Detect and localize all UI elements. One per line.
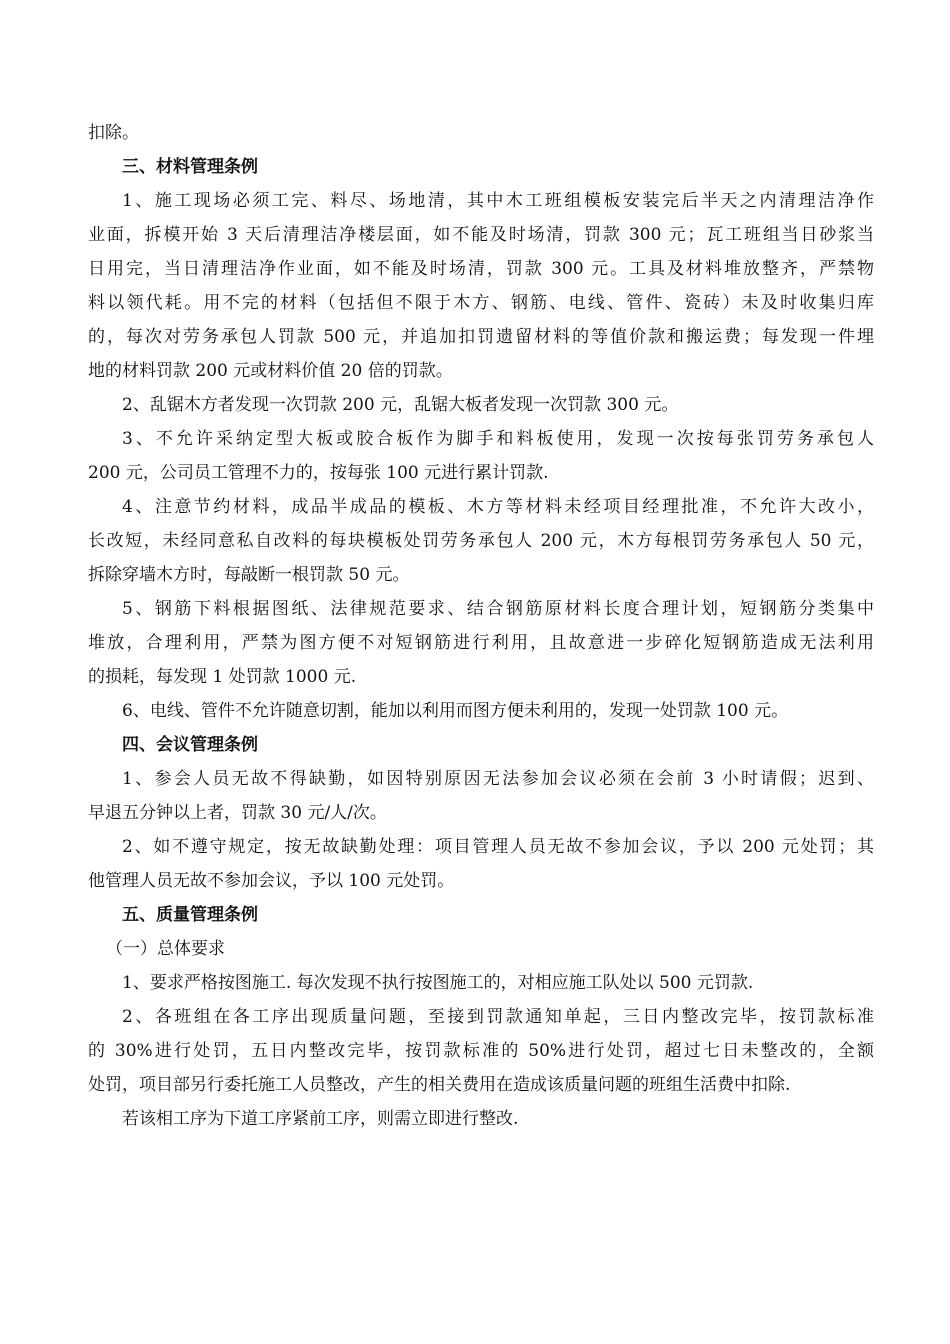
paragraph-line: 拆除穿墙木方时，每敲断一根罚款 50 元。 [88, 565, 410, 585]
paragraph-line: 4、注意节约材料，成品半成品的模板、木方等材料未经项目经理批准，不允许大改小， [122, 497, 874, 517]
paragraph-line: 的 30%进行处罚，五日内整改完毕，按罚款标准的 50%进行处罚，超过七日未整改的，全额 [88, 1041, 874, 1061]
section-heading-quality: 五、质量管理条例 [122, 905, 258, 925]
paragraph-line: 业面，拆模开始 3 天后清理洁净楼层面，如不能及时场清，罚款 300 元；瓦工班组当日砂浆当 [88, 225, 874, 245]
paragraph-line: 的，每次对劳务承包人罚款 500 元，并追加扣罚遗留材料的等值价款和搬运费；每发现一件埋 [88, 327, 874, 347]
paragraph-line: 2、乱锯木方者发现一次罚款 200 元，乱锯大板者发现一次罚款 300 元。 [122, 395, 679, 415]
paragraph-line: 扣除。 [88, 123, 139, 143]
paragraph-line: 处罚，项目部另行委托施工人员整改，产生的相关费用在造成该质量问题的班组生活费中扣除. [88, 1075, 791, 1095]
paragraph-line: 早退五分钟以上者，罚款 30 元/人/次。 [88, 803, 387, 823]
paragraph-line: 若该相工序为下道工序紧前工序，则需立即进行整改. [122, 1109, 519, 1129]
paragraph-line: 3、不允许采纳定型大板或胶合板作为脚手和料板使用，发现一次按每张罚劳务承包人 [122, 429, 874, 449]
paragraph-line: 2、如不遵守规定，按无故缺勤处理：项目管理人员无故不参加会议，予以 200 元处罚；其 [122, 837, 874, 857]
paragraph-line: 6、电线、管件不允许随意切割，能加以利用而图方便未利用的，发现一处罚款 100 元。 [122, 701, 789, 721]
paragraph-line: 长改短，未经同意私自改料的每块模板处罚劳务承包人 200 元，木方每根罚劳务承包人 50 元， [88, 531, 874, 551]
paragraph-line: 日用完，当日清理洁净作业面，如不能及时场清，罚款 300 元。工具及材料堆放整齐，严禁物 [88, 259, 874, 279]
paragraph-line: 地的材料罚款 200 元或材料价值 20 倍的罚款。 [88, 361, 453, 381]
paragraph-line: 1、参会人员无故不得缺勤，如因特别原因无法参加会议必须在会前 3 小时请假；迟到、 [122, 769, 874, 789]
paragraph-line: 料以领代耗。用不完的材料（包括但不限于木方、钢筋、电线、管件、瓷砖）未及时收集归库 [88, 293, 874, 313]
paragraph-line: 他管理人员无故不参加会议，予以 100 元处罚。 [88, 871, 455, 891]
paragraph-line: 1、要求严格按图施工. 每次发现不执行按图施工的，对相应施工队处以 500 元罚款. [122, 973, 754, 993]
document-page [88, 116, 874, 1136]
paragraph-line: 1、施工现场必须工完、料尽、场地清，其中木工班组模板安装完后半天之内清理洁净作 [122, 191, 874, 211]
paragraph-line: 200 元，公司员工管理不力的，按每张 100 元进行累计罚款. [88, 463, 549, 483]
paragraph-line: 的损耗，每发现 1 处罚款 1000 元. [88, 667, 357, 687]
paragraph-line: 2、各班组在各工序出现质量问题，至接到罚款通知单起，三日内整改完毕，按罚款标准 [122, 1007, 874, 1027]
subsection-heading-general: （一）总体要求 [106, 939, 225, 959]
paragraph-line: 5、钢筋下料根据图纸、法律规范要求、结合钢筋原材料长度合理计划，短钢筋分类集中 [122, 599, 874, 619]
paragraph-line: 堆放，合理利用，严禁为图方便不对短钢筋进行利用，且故意进一步碎化短钢筋造成无法利用 [88, 633, 874, 653]
section-heading-meetings: 四、会议管理条例 [122, 735, 258, 755]
section-heading-materials: 三、材料管理条例 [122, 157, 258, 177]
